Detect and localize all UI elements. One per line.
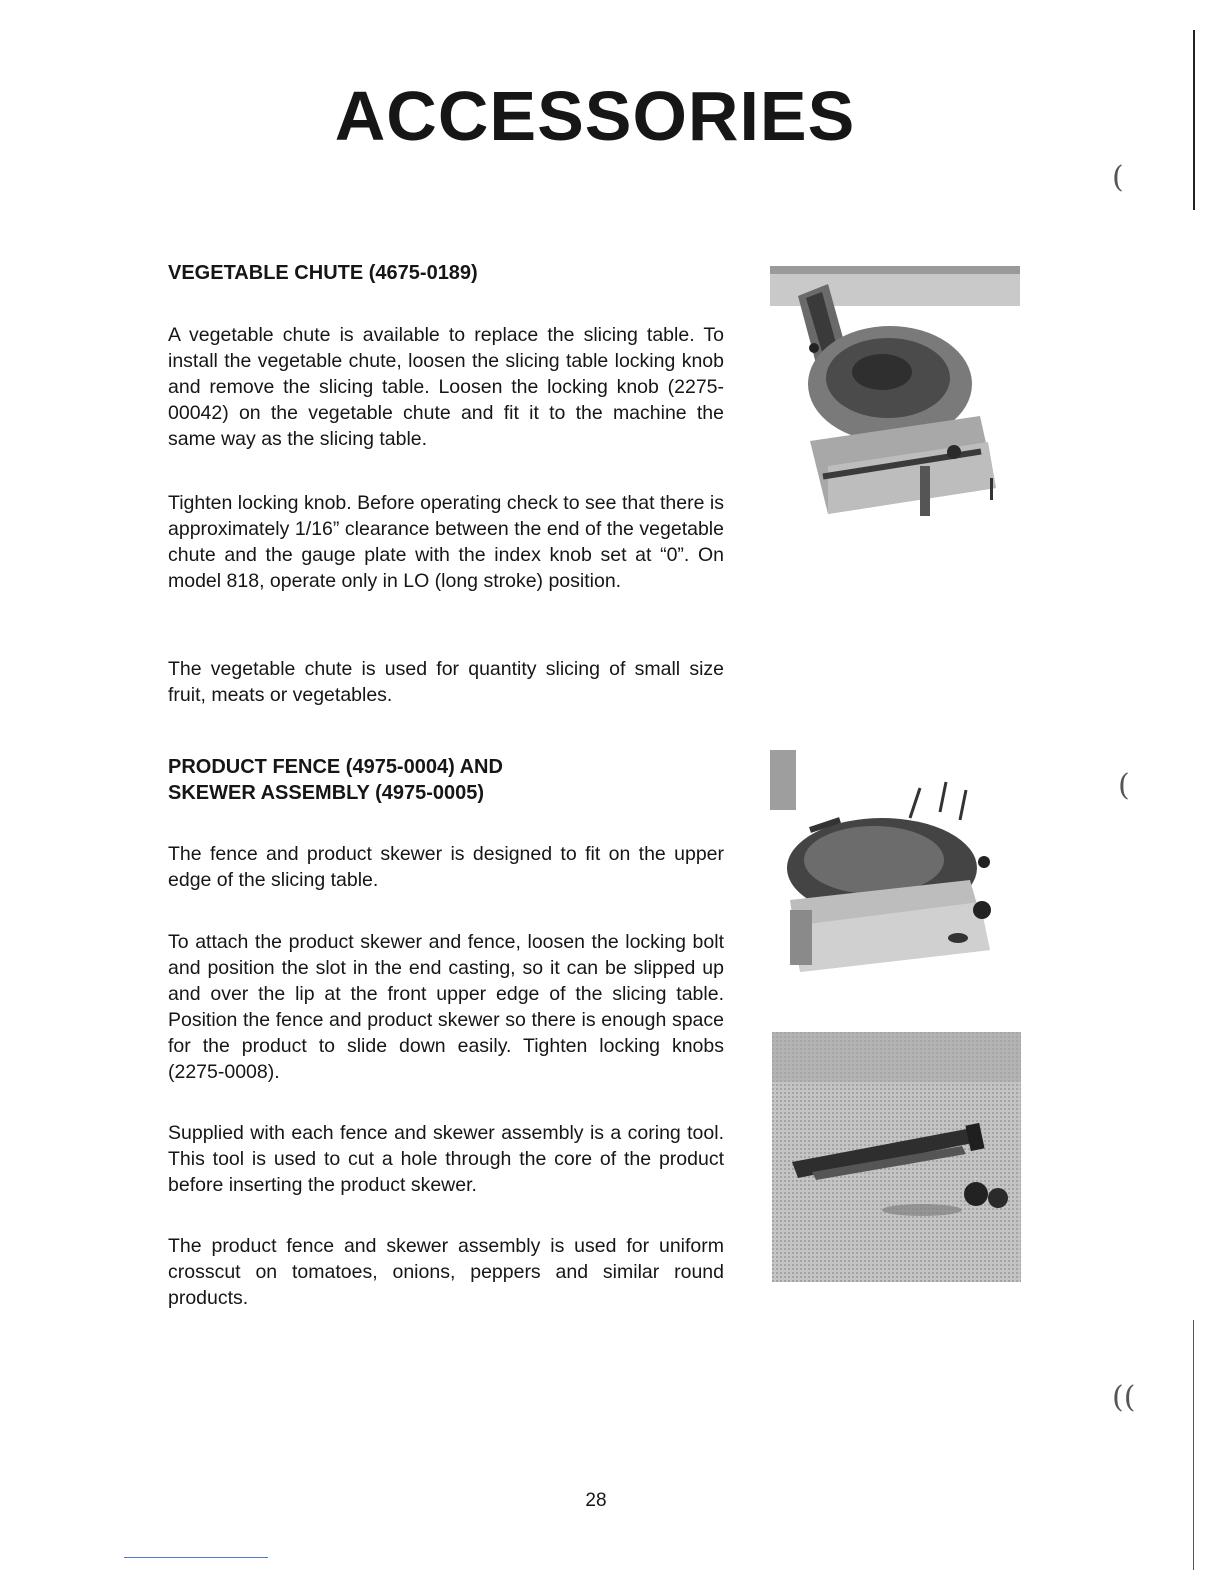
page-number: 28 [585,1490,607,1511]
product-fence-photo [770,750,1020,982]
margin-mark-1: ( [1112,160,1124,195]
scan-margin-rule-bottom [1193,1320,1194,1570]
margin-mark-2: ( [1118,768,1130,803]
vegetable-chute-heading: VEGETABLE CHUTE (4675-0189) [168,262,478,284]
product-fence-paragraph-4: The product fence and skewer assembly is used for uniform crosscut on tomatoes, onions, peppers and similar round products. [168,1235,724,1309]
product-fence-heading-line-1: PRODUCT FENCE (4975-0004) AND [168,756,503,778]
product-fence-heading [168,754,728,806]
margin-mark-3: (( [1112,1380,1136,1415]
vegetable-chute-photo [770,266,1020,522]
scan-margin-rule-top [1193,30,1195,210]
bottom-underline [124,1557,268,1558]
vegetable-chute-paragraph-3: The vegetable chute is used for quantity slicing of small size fruit, meats or vegetables. [168,658,724,706]
vegetable-chute-paragraph-2: Tighten locking knob. Before operating check to see that there is approximately 1/16” clearance between the end of the vegetable chute and the gauge plate with the index knob set at “0”. On model 818, operate only in LO (long stroke) position. [168,492,724,592]
product-fence-paragraph-1: The fence and product skewer is designed to fit on the upper edge of the slicing table. [168,843,724,891]
product-fence-paragraph-3: Supplied with each fence and skewer assembly is a coring tool. This tool is used to cut a hole through the core of the product before inserting the product skewer. [168,1122,724,1196]
product-fence-heading-line-2: SKEWER ASSEMBLY (4975-0005) [168,782,485,804]
page-title: ACCESSORIES [334,77,856,155]
product-fence-paragraph-2: To attach the product skewer and fence, loosen the locking bolt and position the slot in the end casting, so it can be slipped up and over the lip at the front upper edge of the slicing table. Position the fence and product skewer so there is enough space for the product to slide down easily. Tighten locking knobs (2275-0008). [168,931,724,1083]
coring-tool-photo [772,1032,1021,1282]
vegetable-chute-paragraph-1: A vegetable chute is available to replace the slicing table. To install the vegetable chute, loosen the slicing table locking knob and remove the slicing table. Loosen the locking knob (2275-00042) on the vegetable chute and fit it to the machine the same way as the slicing table. [168,324,724,450]
